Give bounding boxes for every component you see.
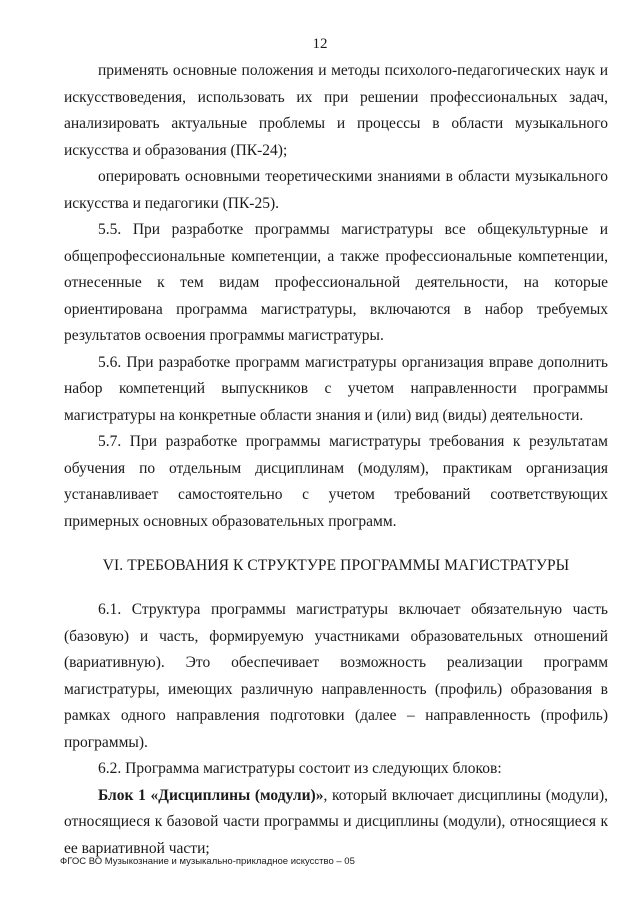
block-1-description: , который включает дисциплины (модули), относящиеся к базовой части программы и дисциплины (модули), относящиеся к ее вариативной части; [64, 786, 608, 857]
block-1-title: Блок 1 «Дисциплины (модули)» [98, 786, 324, 804]
paragraph-5-7: 5.7. При разработке программы магистратуры требования к результатам обучения по отдельным дисциплинам (модулям), практикам организация устанавливает самостоятельно с учетом требований соответствующих примерных основных образовательных программ. [64, 433, 608, 530]
paragraph-block-1 [64, 783, 608, 863]
paragraph-pk24: применять основные положения и методы психолого-педагогических наук и искусствоведения, использовать их при решении профессиональных задач, анализировать актуальные проблемы и процессы в области музыкального искусства и образования (ПК-24); [64, 62, 608, 159]
paragraph-5-6: 5.6. При разработке программ магистратуры организация вправе дополнить набор компетенций выпускников с учетом направленности программы магистратуры на конкретные области знания и (или) вид (виды) деятельности. [64, 353, 608, 424]
paragraph-pk25: оперировать основными теоретическими знаниями в области музыкального искусства и педагогики (ПК-25). [64, 168, 608, 212]
document-body [64, 58, 608, 862]
page-number: 12 [312, 36, 328, 52]
paragraph-6-1: 6.1. Структура программы магистратуры включает обязательную часть (базовую) и часть, формируемую участниками образовательных отношений (вариативную). Это обеспечивает возможность реализации программ магистратуры, имеющих различную направленность (профиль) образования в рамках одного направления подготовки (далее – направленность (профиль) программы). [64, 601, 608, 751]
paragraph-6-2: 6.2. Программа магистратуры состоит из следующих блоков: [98, 760, 502, 777]
section-heading: VI. ТРЕБОВАНИЯ К СТРУКТУРЕ ПРОГРАММЫ МАГИСТРАТУРЫ [102, 557, 570, 574]
paragraph-5-5: 5.5. При разработке программы магистратуры все общекультурные и общепрофессиональные компетенции, а также профессиональные компетенции, отнесенные к тем видам профессиональной деятельности, на которые ориентирована программа магистратуры, включаются в набор требуемых результатов освоения программы магистратуры. [64, 221, 608, 344]
page-footer: ФГОС ВО Музыкознание и музыкально-прикладное искусство – 05 [60, 856, 355, 867]
